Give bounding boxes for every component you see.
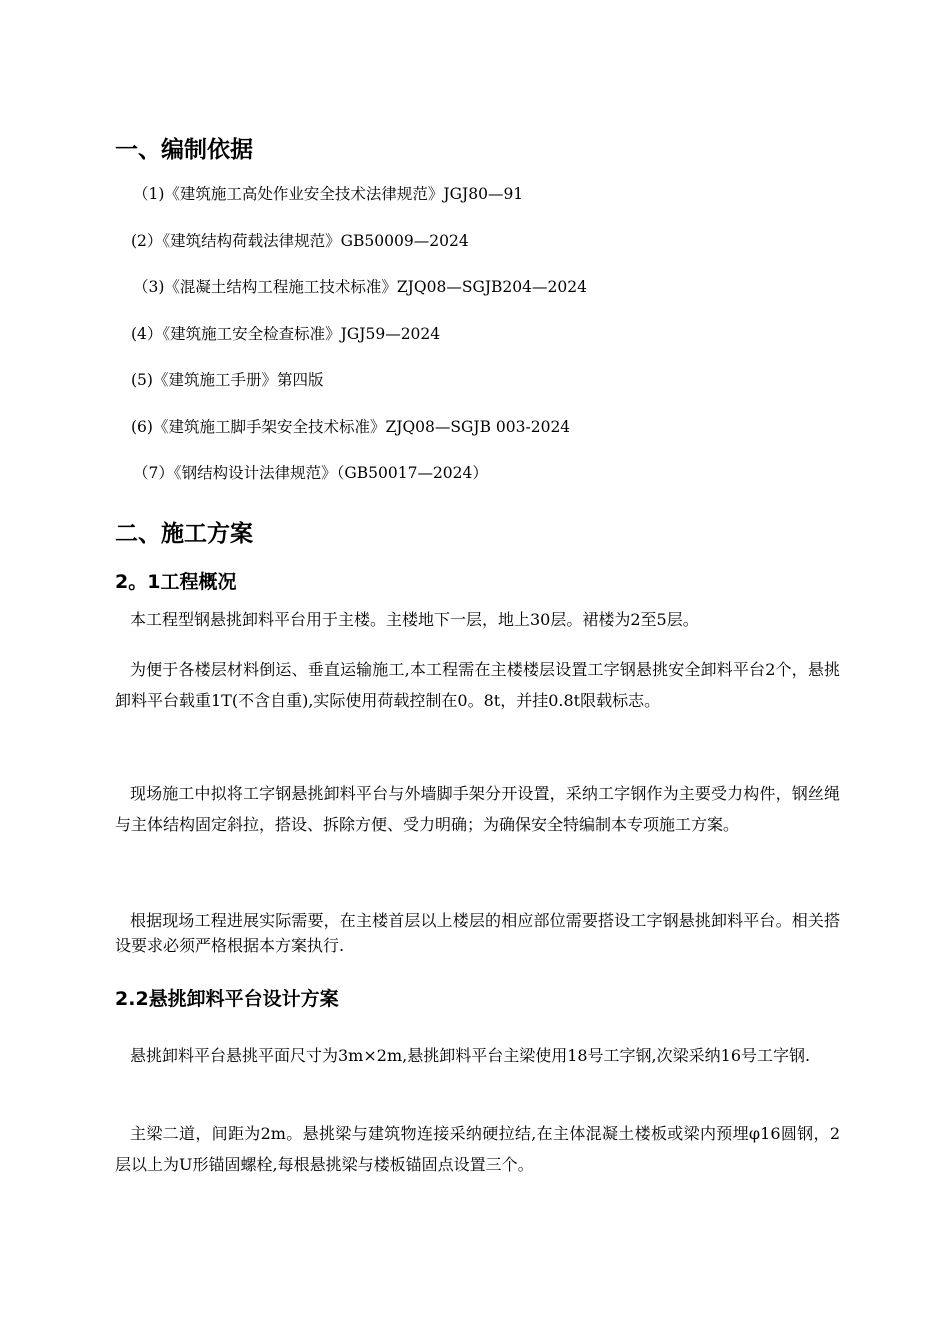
subsection-heading-overview: 2。1工程概况 bbox=[115, 571, 237, 593]
section-heading-plan: 二、施工方案 bbox=[115, 521, 253, 547]
subsection-heading-design: 2.2悬挑卸料平台设计方案 bbox=[115, 988, 339, 1010]
paragraph-design-2: 主梁二道，间距为2m。悬挑梁与建筑物连接采纳硬拉结,在主体混凝土楼板或梁内预埋φ16圆钢，2层以上为U形锚固螺栓,每根悬挑梁与楼板锚固点设置三个。 bbox=[115, 1124, 840, 1174]
paragraph-overview-2: 为便于各楼层材料倒运、垂直运输施工,本工程需在主楼楼层设置工字钢悬挑安全卸料平台2个，悬挑卸料平台载重1T(不含自重),实际使用荷载控制在0。8t，并挂0.8t限载标志。 bbox=[115, 660, 840, 710]
reference-item-6: (6)《建筑施工脚手架安全技术标准》ZJQ08—SGJB 003-2024 bbox=[131, 418, 571, 436]
paragraph-overview-1: 本工程型钢悬挑卸料平台用于主楼。主楼地下一层，地上30层。裙楼为2至5层。 bbox=[130, 610, 699, 629]
section-heading-basis: 一、编制依据 bbox=[115, 137, 253, 163]
reference-item-3: （3)《混凝土结构工程施工技术标准》ZJQ08—SGJB204—2024 bbox=[133, 278, 587, 296]
reference-item-1: （1)《建筑施工高处作业安全技术法律规范》JGJ80—91 bbox=[133, 185, 524, 203]
paragraph-overview-3: 现场施工中拟将工字钢悬挑卸料平台与外墙脚手架分开设置，采纳工字钢作为主要受力构件，钢丝绳与主体结构固定斜拉，搭设、拆除方便、受力明确；为确保安全特编制本专项施工方案。 bbox=[115, 784, 840, 834]
reference-item-5: (5)《建筑施工手册》第四版 bbox=[131, 371, 324, 389]
reference-item-4: (4）《建筑施工安全检查标准》JGJ59—2024 bbox=[131, 325, 441, 343]
paragraph-design-1: 悬挑卸料平台悬挑平面尺寸为3m×2m,悬挑卸料平台主梁使用18号工字钢,次梁采纳16号工字钢. bbox=[130, 1046, 811, 1065]
reference-item-7: （7）《钢结构设计法律规范》（GB50017—2024） bbox=[133, 464, 488, 482]
paragraph-overview-4: 根据现场工程进展实际需要，在主楼首层以上楼层的相应部位需要搭设工字钢悬挑卸料平台。相关搭设要求必须严格根据本方案执行. bbox=[115, 911, 840, 955]
reference-item-2: (2）《建筑结构荷载法律规范》GB50009—2024 bbox=[131, 232, 469, 250]
